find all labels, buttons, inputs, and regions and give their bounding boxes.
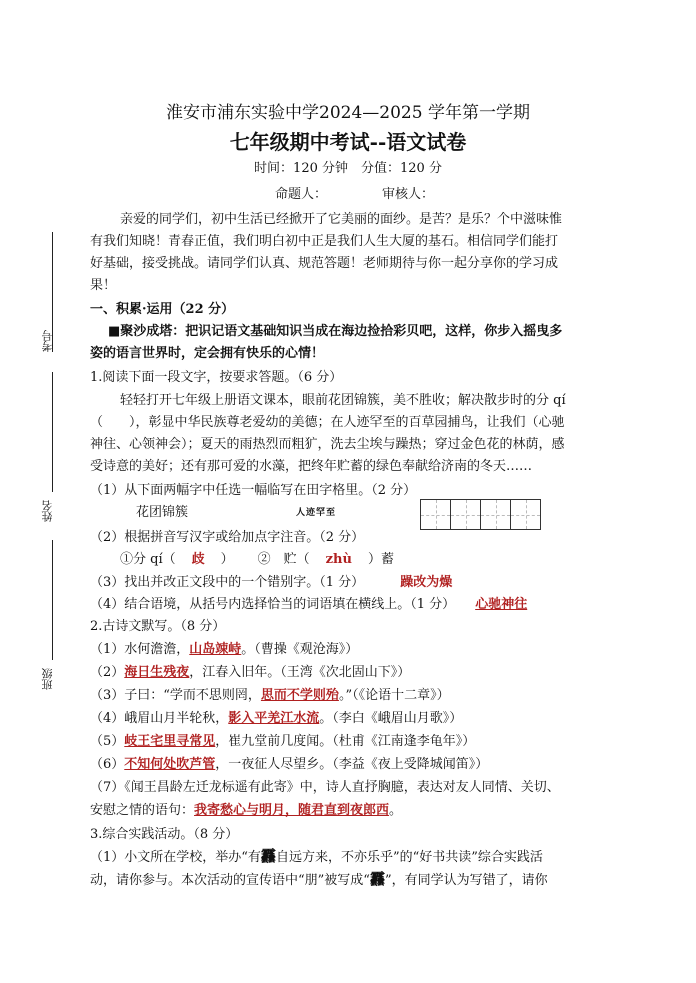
intro-line-2: 有我们知晓！青春正值，我们明白初中正是我们人生大厦的基石。相信同学们能打 — [90, 234, 559, 249]
q3-2-pre: 动，请你参与。本次活动的宣传语中“朋”被写成“ — [90, 873, 370, 888]
variant-peng-glyph-icon: 䨺 — [260, 847, 276, 865]
q1-passage-2: （ ），彰显中华民族尊老爱幼的美德；在人迹罕至的百草园捕鸟，让我们（心驰 — [90, 415, 565, 430]
q1-sub-4-text: （4）结合语境，从括号内选择恰当的词语填在横线上。（1 分） — [90, 597, 456, 612]
q2-line-1 — [90, 638, 610, 657]
q3-line-1 — [90, 846, 610, 865]
exam-number-label: 考号 — [41, 330, 54, 352]
section-heading: 一、积累·运用（22 分） — [90, 302, 235, 317]
class-label: 班级 — [41, 668, 54, 690]
q1-2a-post: ） — [220, 552, 234, 567]
q1-passage-3: 神往、心领神会）；夏天的雨热烈而粗犷，洗去尘埃与躁热；穿过金色花的林荫，感 — [90, 437, 565, 452]
intro-line-1: 亲爱的同学们，初中生活已经掀开了它美丽的面纱。是苦？是乐？个中滋味惟 — [120, 212, 563, 227]
q1-2a-pre: ①分 qí（ — [120, 552, 176, 567]
q2-2-answer: 海日生残夜 — [124, 665, 190, 680]
section-lead-2: 姿的语言世界时，定会拥有快乐的心情！ — [90, 346, 325, 361]
q2-line-3 — [90, 684, 610, 703]
q2-5-pre: （5） — [90, 734, 125, 749]
time-score: 时间：120 分钟 分值：120 分 — [254, 161, 442, 176]
q2-6-post: ，一夜征人尽望乡。（李益《夜上受降城闻笛》） — [215, 757, 489, 772]
binding-line-mid — [52, 372, 53, 492]
q2-4-post: 。（李白《峨眉山月歌》） — [319, 711, 463, 726]
q1-passage-1: 轻轻打开七年级上册语文课本，眼前花团锦簇，美不胜收；解决散步时的分 qí — [120, 393, 566, 408]
q2-7-pre: 安慰之情的语句： — [90, 803, 195, 818]
name-label: 姓名 — [41, 500, 54, 522]
q1-2b-answer: zhù — [325, 552, 352, 567]
proposer-label: 命题人： — [275, 187, 328, 202]
binding-line-bottom — [52, 540, 53, 660]
q2-1-pre: （1）水何澹澹， — [90, 642, 190, 657]
q1-sub-2-answers — [120, 548, 640, 567]
q2-3-answer: 思而不学则殆 — [260, 688, 339, 703]
q1-sub-2: （2）根据拼音写汉字或给加点字注音。（2 分） — [90, 530, 365, 545]
q1-passage-4: 受诗意的美好；还有那可爱的水藻，把终年贮蓄的绿色奉献给济南的冬天…… — [90, 459, 533, 474]
q1-sample-a: 花团锦簇 — [136, 505, 189, 520]
q2-3-post: 。”（《论语十二章》） — [338, 688, 450, 703]
q2-4-answer: 影入平羌江水流 — [228, 711, 320, 726]
q2-line-7a: （7）《闻王昌龄左迁龙标遥有此寄》中，诗人直抒胸臆，表达对友人同情、关切、 — [90, 780, 560, 795]
q2-7-post: 。 — [389, 803, 403, 818]
q2-line-5 — [90, 730, 610, 749]
q2-7-answer: 我寄愁心与明月，随君直到夜郎西 — [194, 803, 390, 818]
q2-stem: 2.古诗文默写。（8 分） — [90, 619, 226, 634]
page-title: 七年级期中考试--语文试卷 — [229, 130, 467, 154]
q2-line-7b — [90, 799, 610, 818]
reviewer-label: 审核人： — [382, 187, 435, 202]
q1-stem: 1.阅读下面一段文字，按要求答题。（6 分） — [90, 370, 343, 385]
q2-5-post: ，崔九堂前几度闻。（杜甫《江南逢李龟年》） — [215, 734, 476, 749]
q2-2-pre: （2） — [90, 665, 125, 680]
q2-5-answer: 岐王宅里寻常见 — [124, 734, 216, 749]
q1-2b-pre: ② 贮（ — [257, 552, 310, 567]
q2-2-post: ，江春入旧年。（王湾《次北固山下》） — [189, 665, 411, 680]
school-line: 淮安市浦东实验中学2024—2025 学年第一学期 — [166, 103, 530, 123]
q1-sample-b: 人迹罕至 — [296, 508, 337, 518]
q1-2b-post: ）蓄 — [367, 552, 394, 567]
q2-4-pre: （4）峨眉山月半轮秋， — [90, 711, 229, 726]
q1-sub-1: （1）从下面两幅字中任选一幅临写在田字格里。（2 分） — [90, 483, 417, 498]
q1-sub-4 — [90, 593, 610, 612]
q3-line-2 — [90, 869, 610, 888]
q2-1-post: 。（曹操《观沧海》） — [241, 642, 359, 657]
q2-1-answer: 山岛竦峙 — [189, 642, 242, 657]
q1-sub-3 — [90, 571, 610, 590]
q2-line-6 — [90, 753, 610, 772]
q2-line-4 — [90, 707, 610, 726]
q1-sub-3-text: （3）找出并改正文段中的一个错别字。（1 分） — [90, 575, 365, 590]
q2-6-answer: 不知何处吹芦管 — [124, 757, 216, 772]
section-lead-1: ■聚沙成塔：把识记语文基础知识当成在海边捡拾彩贝吧，这样，你步入摇曳多 — [108, 324, 563, 339]
q3-1-post: 自远方来，不亦乐乎”的“好书共读”综合实践活 — [275, 850, 543, 865]
q3-2-post: ”，有同学认为写错了，请你 — [384, 873, 548, 888]
q2-6-pre: （6） — [90, 757, 125, 772]
q1-sub-4-answer: 心驰神往 — [475, 597, 528, 612]
q2-line-2 — [90, 661, 610, 680]
q1-2a-answer: 歧 — [191, 552, 205, 567]
q1-sub-3-answer: 躁改为燥 — [400, 575, 453, 590]
variant-peng-glyph-icon: 䨺 — [369, 870, 385, 888]
q3-stem: 3.综合实践活动。（8 分） — [90, 827, 239, 842]
q3-1-pre: （1）小文所在学校，举办“有 — [90, 850, 261, 865]
q2-3-pre: （3）子曰：“学而不思则罔， — [90, 688, 261, 703]
intro-line-3: 好基础，接受挑战。请同学们认真、规范答题！老师期待与你一起分享你的学习成 — [90, 256, 559, 271]
intro-line-4: 果！ — [90, 278, 117, 293]
